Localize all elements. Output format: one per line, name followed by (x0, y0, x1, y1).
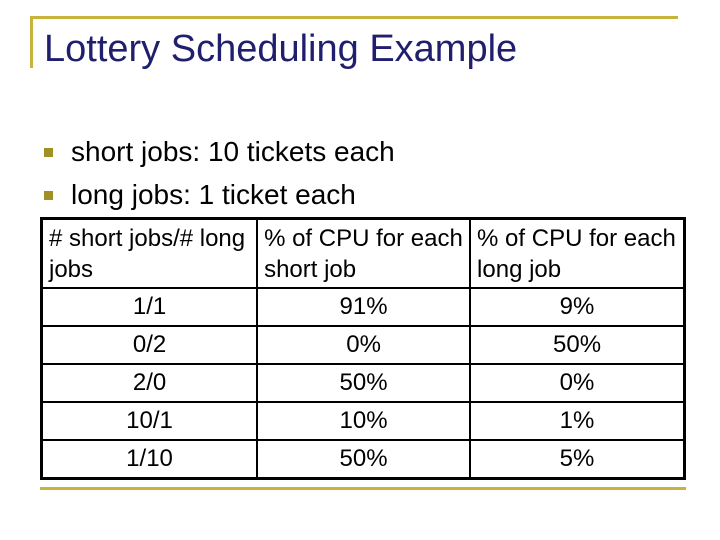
bullet-text: short jobs: 10 tickets each (71, 135, 395, 167)
table-cell: 10% (257, 402, 470, 440)
column-header: % of CPU for each long job (470, 219, 684, 289)
table-cell: 1% (470, 402, 684, 440)
table-cell: 0/2 (42, 326, 258, 364)
square-bullet-icon (44, 191, 53, 200)
table-cell: 0% (257, 326, 470, 364)
bullet-item (44, 130, 395, 173)
bottom-rule-decoration (40, 487, 686, 490)
table-cell: 1/1 (42, 288, 258, 326)
table-cell: 5% (470, 440, 684, 479)
table-row (42, 364, 685, 402)
bullet-list (44, 130, 395, 216)
column-header: # short jobs/# long jobs (42, 219, 258, 289)
table-cell: 0% (470, 364, 684, 402)
table-cell: 9% (470, 288, 684, 326)
table-cell: 50% (257, 440, 470, 479)
square-bullet-icon (44, 148, 53, 157)
table-cell: 2/0 (42, 364, 258, 402)
bullet-text: long jobs: 1 ticket each (71, 178, 356, 210)
table-header-row (42, 219, 685, 289)
table-cell: 1/10 (42, 440, 258, 479)
table-cell: 50% (470, 326, 684, 364)
table-cell: 91% (257, 288, 470, 326)
table-row (42, 440, 685, 479)
cpu-share-table (40, 217, 686, 480)
table-row (42, 326, 685, 364)
bullet-item (44, 173, 395, 216)
table-row (42, 288, 685, 326)
table-cell: 50% (257, 364, 470, 402)
table-row (42, 402, 685, 440)
slide-title: Lottery Scheduling Example (44, 28, 518, 70)
table-cell: 10/1 (42, 402, 258, 440)
column-header: % of CPU for each short job (257, 219, 470, 289)
